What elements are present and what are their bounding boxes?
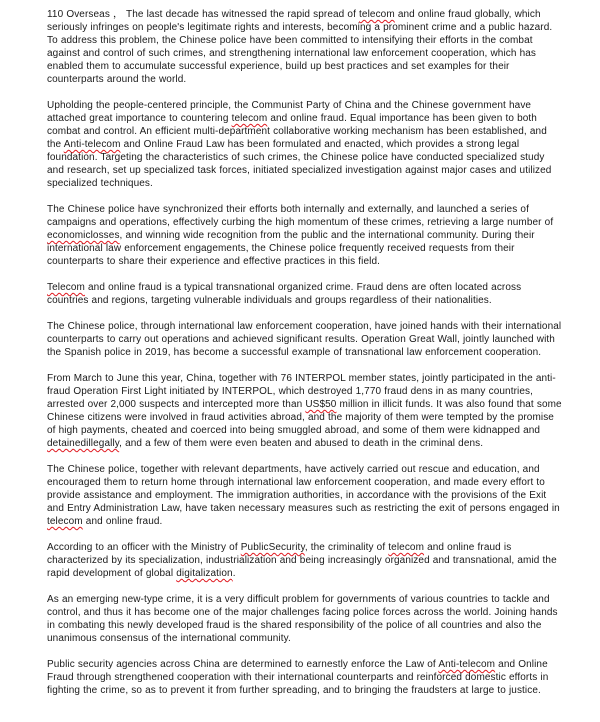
text-run: and online fraud is characterized by its specialization, industrialization and being increasingly organized and transnational, amid the rapid development of global — [47, 542, 557, 579]
paragraph — [47, 99, 562, 190]
misspelled-word: US$50 — [305, 399, 337, 410]
paragraph — [47, 463, 562, 528]
paragraph — [47, 203, 562, 268]
misspelled-word: detainedillegally — [47, 438, 120, 449]
text-run: From March to June this year, China, together with 76 INTERPOL member states, jointly participated in the anti-fraud Operation First Light initiated by INTERPOL, which destroyed 1,770 fraud dens in as many countries, arrested over 2,000 suspects and intercepted more than — [47, 373, 556, 410]
text-run: and online fraud. — [82, 516, 163, 527]
text-run: , and winning wide recognition from the public and the international community. During their international law enforcement engagements, the Chinese police frequently received requests from their counterparts to share their experience and effective practices in this field. — [47, 230, 535, 267]
text-run: million in illicit funds. It was also found that some Chinese citizens were involved in fraud activities abroad, and the majority of them were tempted by the promise of high payments, cheated and coerced into being smuggled abroad, and some of them were kidnapped and — [47, 399, 562, 436]
misspelled-word: digitalization — [176, 568, 233, 579]
misspelled-word: economiclosses — [47, 230, 120, 241]
text-run: . — [232, 568, 236, 579]
text-run: Upholding the people-centered principle, the Communist Party of China and the Chinese government have attached great importance to countering — [47, 100, 532, 124]
paragraph — [47, 593, 562, 645]
paragraph — [47, 658, 562, 697]
text-run: The Chinese police, through international law enforcement cooperation, have joined hands with their international counterparts to carry out operations and achieved significant results. Operation Great Wall, jointly launched with the Spanish police in 2019, has become a successful example of transnational law enforcement cooperation. — [47, 321, 562, 358]
misspelled-word: telecom — [359, 9, 395, 20]
misspelled-word: telecom — [47, 516, 83, 527]
text-run: and online fraud is a typical transnational organized crime. Fraud dens are often located across countries and regions, targeting vulnerable individuals and groups regardless of their nationalities. — [47, 282, 522, 306]
paragraph — [47, 281, 562, 307]
text-run: and online fraud. Equal importance has been given to both combat and control. An efficient multi-department collaborative working mechanism has been established, and the — [47, 113, 547, 150]
text-run: As an emerging new-type crime, it is a very difficult problem for governments of various countries to tackle and control, and thus it has become one of the major challenges facing police forces across the world. Joining hands in combating this newly developed fraud is the shared responsibility of the police of all countries and also the unanimous consensus of the international community. — [47, 594, 558, 644]
text-run: and Online Fraud through strengthened cooperation with their international counterparts and reinforced domestic efforts in fighting the crime, so as to prevent it from further spreading, and to bringing the fraudsters at large to justice. — [47, 659, 549, 696]
misspelled-word: Anti-telecom — [438, 659, 496, 670]
text-run: , and a few of them were even beaten and abused to death in the criminal dens. — [119, 438, 484, 449]
text-run: and online fraud globally, which seriously infringes on people's legitimate rights and interests, becoming a prominent crime and a public hazard. To address this problem, the Chinese police have been committed to intensifying their efforts in the combat against and control of such crimes, and strengthening international law enforcement cooperation, which has enabled them to accumulate successful experience, build up best practices and set examples for their counterparts around the world. — [47, 9, 553, 85]
text-run: Public security agencies across China are determined to earnestly enforce the Law of — [47, 659, 439, 670]
paragraph — [47, 8, 562, 86]
misspelled-word: Telecom — [47, 282, 85, 293]
misspelled-word: telecom — [388, 542, 425, 553]
paragraph — [47, 541, 562, 580]
misspelled-word: PublicSecurity — [240, 542, 305, 553]
text-run: and Online Fraud Law has been formulated and enacted, which provides a strong legal foundation. Targeting the characteristics of such crimes, the Chinese police have conducted specialized study and research, set up specialized task forces, initiated specialized investigation against major cases and utilized specialized techniques. — [47, 139, 552, 189]
paragraph — [47, 320, 562, 359]
misspelled-word: Anti-telecom — [63, 139, 121, 150]
text-run: , the criminality of — [304, 542, 389, 553]
paragraph — [47, 372, 562, 450]
text-run: According to an officer with the Ministry of — [47, 542, 241, 553]
text-run: The Chinese police have synchronized their efforts both internally and externally, and launched a series of campaigns and operations, effectively curbing the high momentum of these crimes, retrieving a large number of — [47, 204, 554, 228]
misspelled-word: telecom — [231, 113, 268, 124]
text-run: 110 Overseas ， The last decade has witnessed the rapid spread of — [47, 9, 360, 20]
text-run: The Chinese police, together with relevant departments, have actively carried out rescue and education, and encouraged them to return home through international law enforcement cooperation, and made every effort to provide assistance and employment. The immigration authorities, in accordance with the provisions of the Exit and Entry Administration Law, have taken necessary measures such as restricting the exit of persons engaged in — [47, 464, 560, 514]
